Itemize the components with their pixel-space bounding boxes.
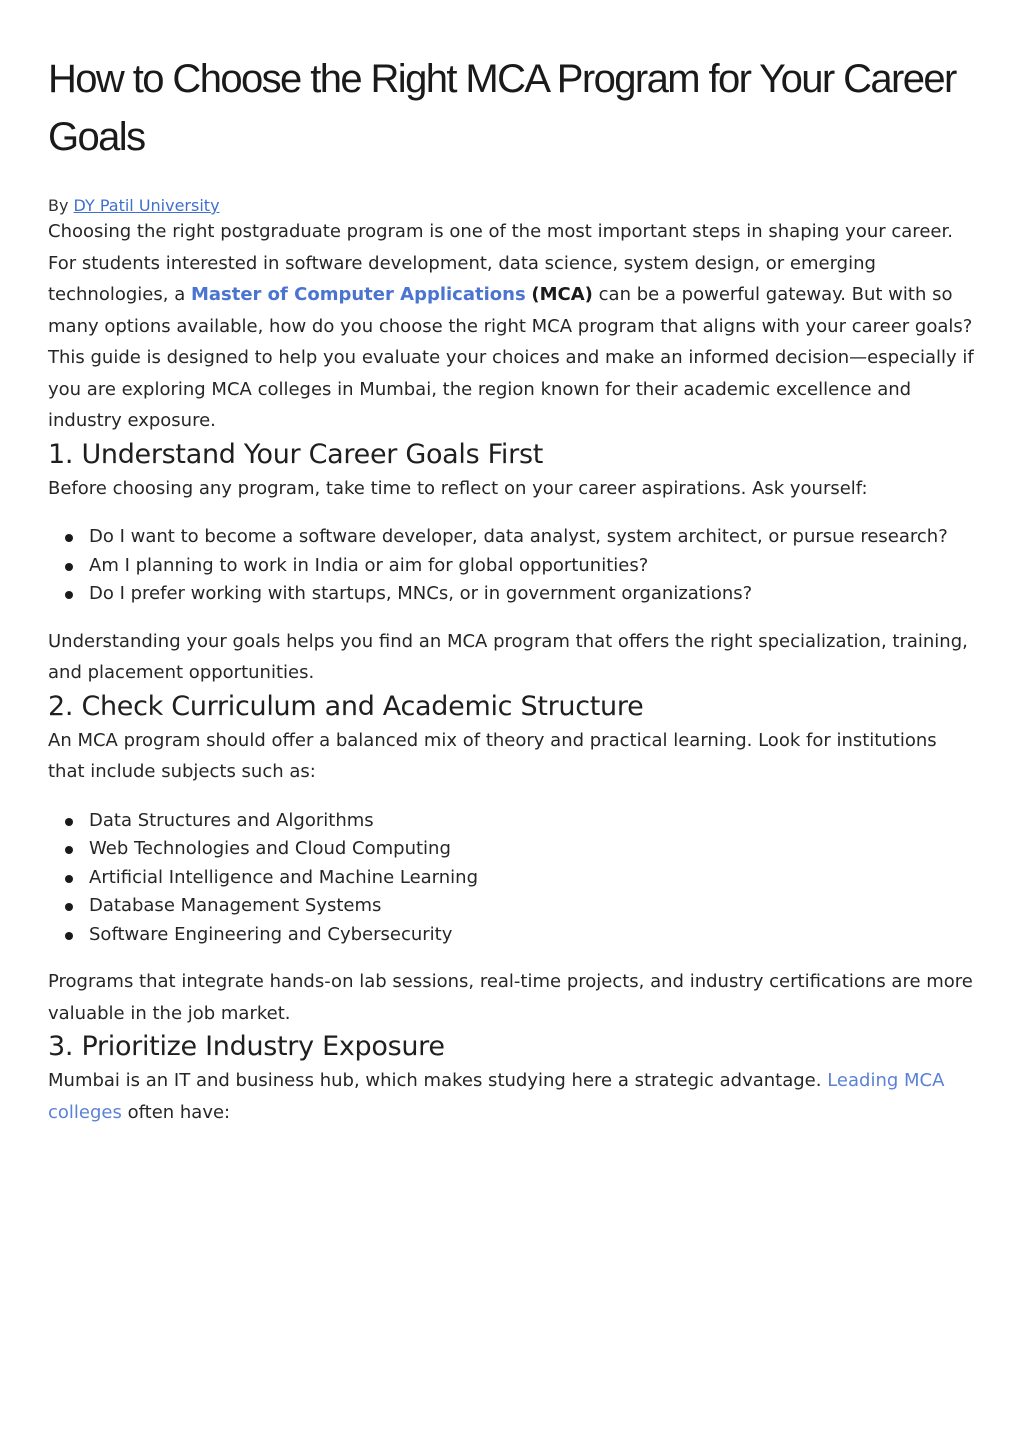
- intro-paragraph: [48, 216, 976, 342]
- career-questions-list: [48, 523, 976, 609]
- list-item: Data Structures and Algorithms: [48, 807, 976, 836]
- list-item: Do I prefer working with startups, MNCs, or in government organizations?: [48, 580, 976, 609]
- section-lead: Before choosing any program, take time to reflect on your career aspirations. Ask yourself:: [48, 477, 868, 499]
- subjects-list: [48, 807, 976, 950]
- section-closing: Programs that integrate hands-on lab sessions, real-time projects, and industry certifications are more valuable in the job market.: [48, 971, 973, 1024]
- section-heading-career-goals: 1. Understand Your Career Goals First: [48, 438, 543, 470]
- list-item: Am I planning to work in India or aim for global opportunities?: [48, 552, 976, 581]
- intro-text-1: Choosing the right postgraduate program is one of the most important steps in shaping your career. For students interested in software development, data science, system design, or emerging technologies, a: [48, 221, 953, 305]
- intro-text-2: can be a powerful gateway. But with so many options available, how do you choose the right MCA program that aligns with your career goals?: [48, 284, 973, 337]
- lead-text-2: often have:: [121, 1101, 231, 1123]
- section-closing: Understanding your goals helps you find an MCA program that offers the right specialization, training, and placement opportunities.: [48, 630, 968, 683]
- article-title: How to Choose the Right MCA Program for Your Career Goals: [48, 57, 956, 159]
- byline: [48, 196, 976, 216]
- list-item: Software Engineering and Cybersecurity: [48, 921, 976, 950]
- list-item: Web Technologies and Cloud Computing: [48, 835, 976, 864]
- guide-paragraph: This guide is designed to help you evaluate your choices and make an informed decision—especially if you are exploring MCA colleges in Mumbai, the region known for their academic excellence and industry exposure.: [48, 347, 974, 431]
- byline-prefix: By: [48, 196, 74, 215]
- section-heading-industry-exposure: 3. Prioritize Industry Exposure: [48, 1031, 445, 1062]
- mca-abbr: (MCA): [531, 284, 593, 305]
- list-item: Artificial Intelligence and Machine Learning: [48, 864, 976, 893]
- author-link[interactable]: DY Patil University: [73, 196, 220, 215]
- lead-text-1: Mumbai is an IT and business hub, which makes studying here a strategic advantage.: [48, 1070, 828, 1091]
- section-lead: [48, 1065, 976, 1128]
- mca-colleges-link[interactable]: Leading MCA colleges: [48, 1070, 945, 1123]
- list-item: Do I want to become a software developer, data analyst, system architect, or pursue research?: [48, 523, 976, 552]
- list-item: Database Management Systems: [48, 892, 976, 921]
- mca-link[interactable]: Master of Computer Applications: [190, 284, 526, 305]
- section-heading-curriculum: 2. Check Curriculum and Academic Structure: [48, 690, 644, 722]
- section-lead: An MCA program should offer a balanced mix of theory and practical learning. Look for institutions that include subjects such as:: [48, 729, 937, 782]
